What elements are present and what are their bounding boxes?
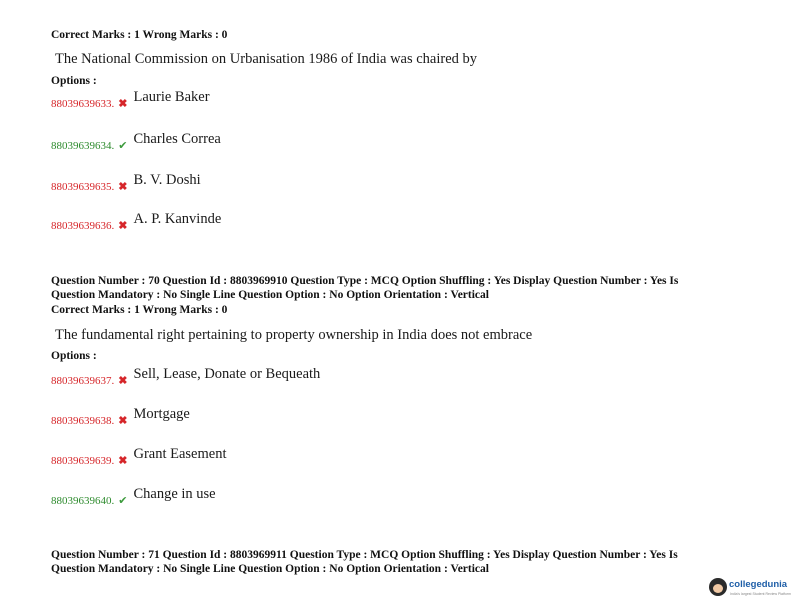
option-text: Mortgage: [133, 406, 190, 422]
q69-marks: Correct Marks : 1 Wrong Marks : 0: [51, 29, 228, 41]
cross-icon: ✖: [118, 415, 128, 427]
logo-brand: collegedunia: [729, 579, 788, 590]
option-text: Grant Easement: [133, 446, 227, 462]
logo-tagline: India's largest Student Review Platform: [730, 592, 791, 596]
cross-icon: ✖: [118, 375, 128, 387]
check-icon: ✔: [118, 495, 128, 507]
option-id: 88039639635.: [51, 181, 115, 193]
q69-option-4: [51, 211, 222, 234]
option-text: Sell, Lease, Donate or Bequeath: [133, 366, 321, 382]
cross-icon: ✖: [118, 220, 128, 232]
collegedunia-logo: [709, 576, 791, 604]
option-text: A. P. Kanvinde: [133, 211, 222, 227]
q69-question-text: The National Commission on Urbanisation 1986 of India was chaired by: [55, 51, 478, 67]
option-text: Change in use: [133, 486, 216, 502]
q71-header-line1: Question Number : 71 Question Id : 8803969911 Question Type : MCQ Option Shuffling : Yes Display Question Number : Yes Is: [51, 549, 678, 561]
q70-option-4: [51, 486, 216, 509]
q70-option-3: [51, 446, 227, 469]
q70-marks: Correct Marks : 1 Wrong Marks : 0: [51, 304, 228, 316]
q70-option-1: [51, 366, 321, 389]
option-id: 88039639638.: [51, 415, 115, 427]
q69-option-2: [51, 131, 221, 154]
q69-options-label: Options :: [51, 75, 97, 87]
option-id: 88039639640.: [51, 495, 115, 507]
option-id: 88039639639.: [51, 455, 115, 467]
q70-options-label: Options :: [51, 350, 97, 362]
option-text: B. V. Doshi: [133, 172, 201, 188]
cross-icon: ✖: [118, 455, 128, 467]
option-id: 88039639636.: [51, 220, 115, 232]
q70-option-2: [51, 406, 190, 429]
option-id: 88039639634.: [51, 140, 115, 152]
option-text: Charles Correa: [133, 131, 221, 147]
cross-icon: ✖: [118, 181, 128, 193]
q69-option-1: [51, 89, 210, 112]
q70-question-text: The fundamental right pertaining to property ownership in India does not embrace: [55, 327, 533, 343]
q70-header-line1: Question Number : 70 Question Id : 8803969910 Question Type : MCQ Option Shuffling : Yes Display Question Number : Yes Is: [51, 275, 679, 287]
check-icon: ✔: [118, 140, 128, 152]
q70-header-line2: Question Mandatory : No Single Line Question Option : No Option Orientation : Vertical: [51, 289, 489, 301]
option-id: 88039639637.: [51, 375, 115, 387]
mascot-icon: [709, 578, 727, 596]
option-text: Laurie Baker: [133, 89, 210, 105]
cross-icon: ✖: [118, 98, 128, 110]
q71-header-line2: Question Mandatory : No Single Line Question Option : No Option Orientation : Vertical: [51, 563, 489, 575]
option-id: 88039639633.: [51, 98, 115, 110]
q69-option-3: [51, 172, 201, 195]
